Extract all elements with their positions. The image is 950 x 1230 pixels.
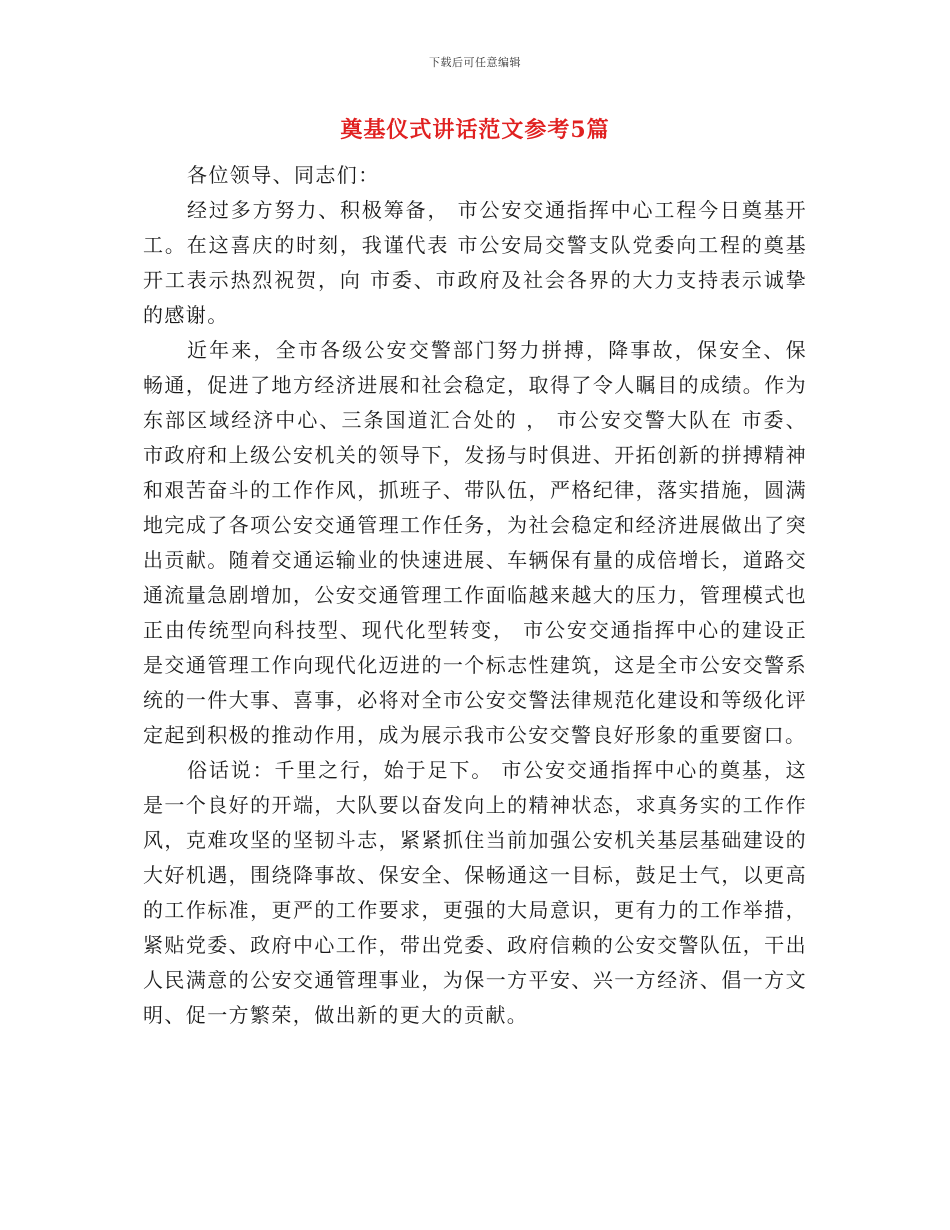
- paragraph-2: 近年来，全市各级公安交警部门努力拼搏，降事故，保安全、保畅通，促进了地方经济进展和社会稳定，取得了令人瞩目的成绩。作为 东部区域经济中心、三条国道汇合处的 ， 市公安交警大队在 市委、市政府和上级公安机关的领导下，发扬与时俱进、开拓创新的拼搏精神和艰苦奋斗的工作作风，抓班子、带队伍，严格纪律，落实措施，圆满地完成了各项公安交通管理工作任务，为社会稳定和经济进展做出了突出贡献。随着交通运输业的快速进展、车辆保有量的成倍增长，道路交通流量急剧增加，公安交通管理工作面临越来越大的压力，管理模式也正由传统型向科技型、现代化型转变， 市公安交通指挥中心的建设正是交通管理工作向现代化迈进的一个标志性建筑，这是全市公安交警系统的一件大事、喜事，必将对全市公安交警法律规范化建设和等级化评定起到积极的推动作用，成为展示我市公安交警良好形象的重要窗口。: [143, 338, 807, 747]
- salutation: 各位领导、同志们：: [187, 163, 380, 187]
- paragraph-3: 俗话说：千里之行，始于足下。 市公安交通指挥中心的奠基，这是一个良好的开端，大队要以奋发向上的精神状态，求真务实的工作作风，克难攻坚的坚韧斗志，紧紧抓住当前加强公安机关基层基础建设的大好机遇，围绕降事故、保安全、保畅通这一目标，鼓足士气，以更高的工作标准，更严的工作要求，更强的大局意识，更有力的工作举措，紧贴党委、政府中心工作，带出党委、政府信赖的公安交警队伍，干出人民满意的公安交通管理事业，为保一方平安、兴一方经济、倡一方文明、促一方繁荣，做出新的更大的贡献。: [143, 758, 807, 1027]
- paragraph-1: 经过多方努力、积极筹备， 市公安交通指挥中心工程今日奠基开工。在这喜庆的时刻，我谨代表 市公安局交警支队党委向工程的奠基开工表示热烈祝贺，向 市委、市政府及社会各界的大力支持表示诚挚的感谢。: [143, 198, 807, 327]
- header-note: 下载后可任意编辑: [429, 56, 521, 69]
- document-body: [143, 158, 807, 1033]
- document-title: 奠基仪式讲话范文参考5篇: [340, 117, 610, 143]
